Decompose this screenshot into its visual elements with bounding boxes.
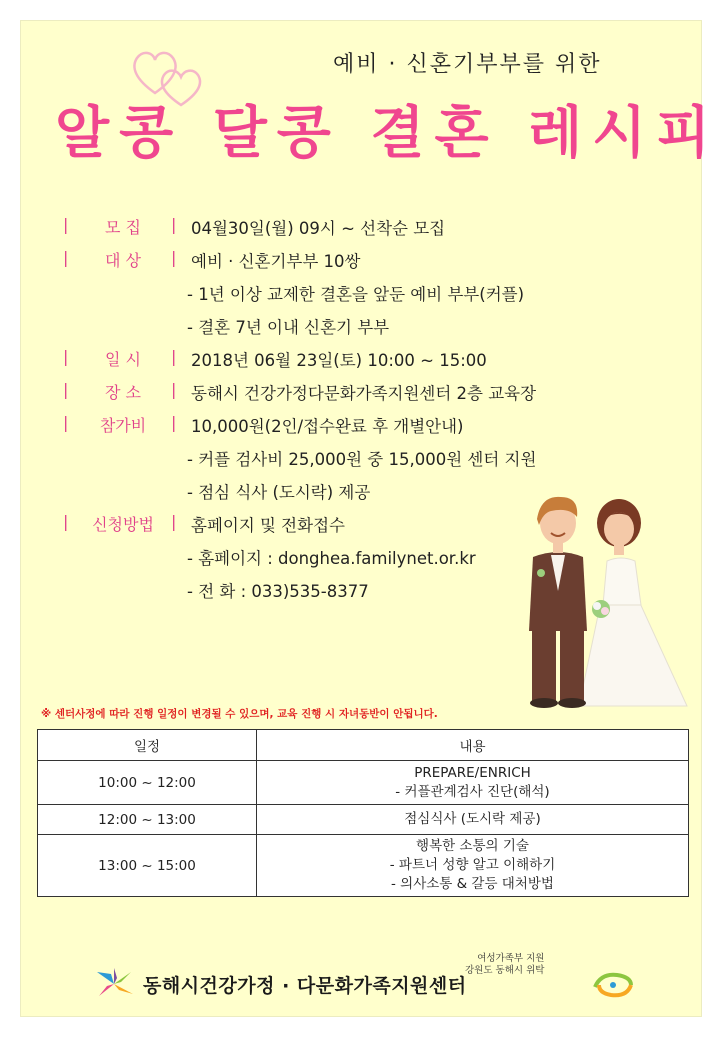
- schedule-time: 13:00 ~ 15:00: [38, 835, 257, 897]
- info-detail: [63, 541, 523, 574]
- divider: |: [63, 215, 69, 234]
- divider: |: [63, 413, 69, 432]
- couple-illustration-icon: [499, 481, 689, 711]
- table-header-row: [38, 730, 689, 761]
- column-header-content: 내용: [257, 730, 689, 761]
- info-value: 2018년 06월 23일(토) 10:00 ~ 15:00: [191, 351, 487, 370]
- page-title: 알콩 달콩 결혼 레시피: [55, 101, 720, 166]
- divider: |: [171, 248, 177, 267]
- divider: |: [171, 413, 177, 432]
- info-row-target: [63, 244, 523, 277]
- schedule-content: [257, 805, 689, 835]
- schedule-content: [257, 835, 689, 897]
- info-row-date: [63, 343, 523, 376]
- schedule-line: PREPARE/ENRICH: [414, 764, 531, 781]
- info-detail-text: - 1년 이상 교제한 결혼을 앞둔 예비 부부(커플): [187, 285, 525, 304]
- divider: |: [63, 248, 69, 267]
- sponsor-text: [465, 953, 544, 977]
- info-detail: [63, 310, 523, 343]
- family-logo-icon: [591, 971, 635, 999]
- schedule-line: - 의사소통 & 갈등 대처방법: [391, 876, 554, 892]
- schedule-line: 점심식사 (도시락 제공): [404, 811, 541, 827]
- poster: [20, 20, 720, 1017]
- sponsor-line: 강원도 동해시 위탁: [465, 965, 545, 976]
- divider: |: [63, 380, 69, 399]
- info-detail: [63, 277, 523, 310]
- divider: |: [63, 347, 69, 366]
- info-value: 10,000원(2인/접수완료 후 개별안내): [191, 417, 464, 436]
- sponsor-line: 여성가족부 지원: [477, 953, 545, 964]
- info-value: 동해시 건강가정다문화가족지원센터 2층 교육장: [191, 384, 537, 403]
- info-value: 04월30일(월) 09시 ~ 선착순 모집: [191, 219, 446, 238]
- info-label: 모 집: [105, 218, 141, 237]
- info-label: 참가비: [99, 416, 147, 435]
- info-value: 홈페이지 및 전화접수: [191, 516, 345, 535]
- info-label: 신청방법: [92, 515, 154, 534]
- divider: |: [171, 512, 177, 531]
- info-row-fee: [63, 409, 523, 442]
- info-label: 장 소: [105, 383, 141, 402]
- info-value: 예비 · 신혼기부부 10쌍: [191, 252, 361, 271]
- schedule-content: [257, 761, 689, 805]
- info-detail: [63, 574, 523, 607]
- schedule-line: 행복한 소통의 기술: [416, 838, 529, 854]
- info-label: 대 상: [105, 251, 141, 270]
- schedule-time: 12:00 ~ 13:00: [38, 805, 257, 835]
- divider: |: [171, 347, 177, 366]
- table-row: [38, 805, 689, 835]
- info-detail-text: - 결혼 7년 이내 신혼기 부부: [187, 318, 390, 337]
- info-section: [63, 211, 537, 607]
- info-detail: [63, 475, 523, 508]
- info-row-apply: [63, 508, 523, 541]
- schedule-time: 10:00 ~ 12:00: [38, 761, 257, 805]
- divider: |: [171, 215, 177, 234]
- homepage-link[interactable]: - 홈페이지 : donghea.familynet.or.kr: [187, 549, 476, 568]
- info-label: 일 시: [105, 350, 141, 369]
- info-detail-text: - 점심 식사 (도시락) 제공: [187, 483, 371, 502]
- center-name: 동해시건강가정 · 다문화가족지원센터: [143, 975, 467, 997]
- divider: |: [171, 380, 177, 399]
- column-header-time: 일정: [38, 730, 257, 761]
- divider: |: [63, 512, 69, 531]
- schedule-line: - 커플관계검사 진단(해석): [395, 783, 550, 800]
- table-row: [38, 835, 689, 897]
- info-row-recruit: [63, 211, 523, 244]
- info-row-place: [63, 376, 537, 409]
- phone-number[interactable]: - 전 화 : 033)535-8377: [187, 582, 369, 601]
- notice-text: ※ 센터사정에 따라 진행 일정이 변경될 수 있으며, 교육 진행 시 자녀동반이 안됩니다.: [41, 708, 438, 720]
- subtitle: 예비 · 신혼기부부를 위한: [333, 52, 602, 77]
- pinwheel-logo-icon: [91, 968, 137, 1000]
- table-row: [38, 761, 689, 805]
- info-detail-text: - 커플 검사비 25,000원 중 15,000원 센터 지원: [187, 450, 537, 469]
- schedule-line: - 파트너 성향 알고 이해하기: [389, 857, 556, 873]
- info-detail: [63, 442, 537, 475]
- schedule-table: [37, 729, 689, 897]
